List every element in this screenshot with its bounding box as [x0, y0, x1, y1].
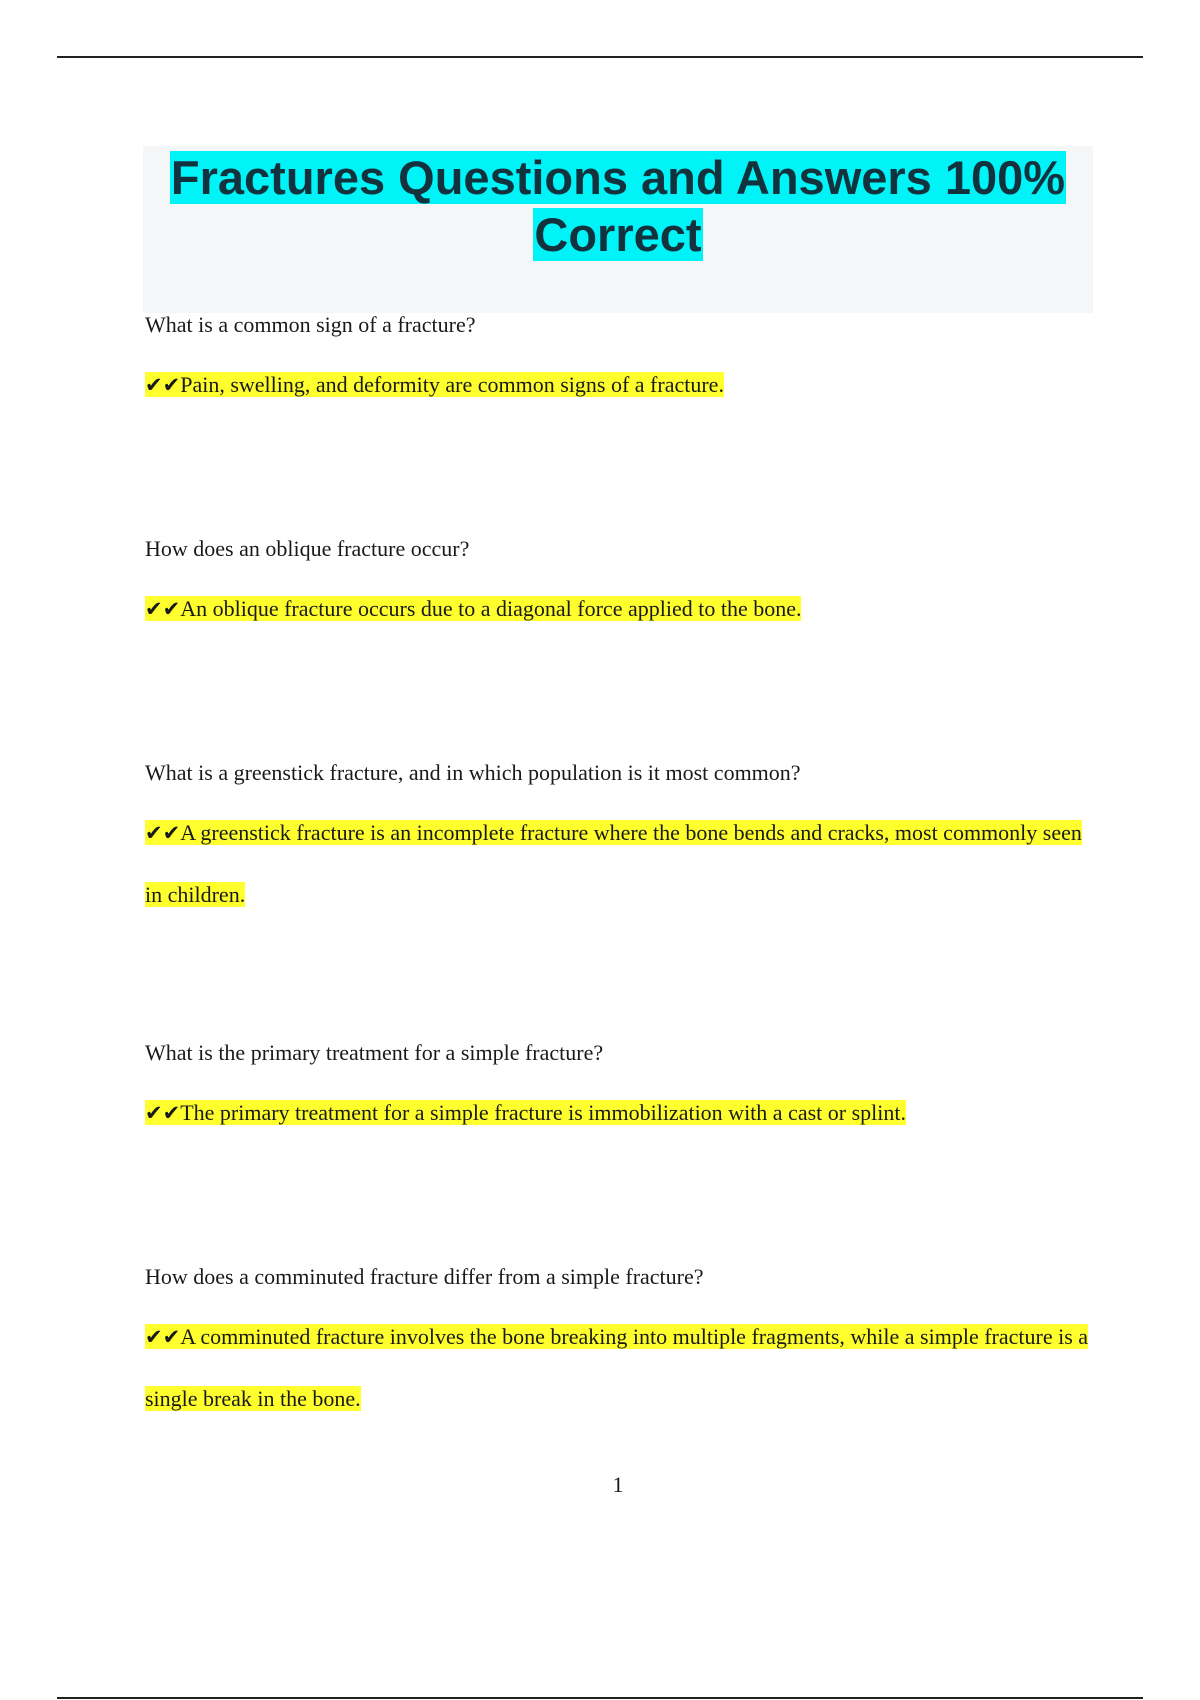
title-line-1: Fractures Questions and Answers 100% — [170, 151, 1066, 204]
answer-body: Pain, swelling, and deformity are common signs of a fracture. — [180, 372, 724, 397]
qa-item — [145, 535, 1095, 640]
answer-body: A greenstick fracture is an incomplete fracture where the bone bends and cracks, most commonly seen in children. — [145, 820, 1082, 907]
footer-rule — [57, 1697, 1143, 1699]
question-text: How does an oblique fracture occur? — [145, 536, 470, 561]
answer-text — [145, 1306, 1095, 1429]
qa-item — [145, 1039, 1095, 1144]
answer-text — [145, 802, 1095, 925]
title-line-2: Correct — [534, 208, 702, 261]
answer-text — [145, 354, 1095, 416]
qa-item — [145, 1263, 1095, 1429]
answer-body: A comminuted fracture involves the bone breaking into multiple fragments, while a simple fracture is a single break in the bone. — [145, 1324, 1089, 1411]
check-icon: ✔✔ — [145, 1325, 181, 1349]
question-text: What is a greenstick fracture, and in which population is it most common? — [145, 760, 801, 785]
check-icon: ✔✔ — [145, 1101, 181, 1125]
check-icon: ✔✔ — [145, 597, 181, 621]
question-text: How does a comminuted fracture differ from a simple fracture? — [145, 1264, 704, 1289]
header-rule — [57, 56, 1143, 58]
page-number: 1 — [612, 1472, 624, 1497]
answer-body: An oblique fracture occurs due to a diagonal force applied to the bone. — [180, 596, 802, 621]
answer-text — [145, 1082, 1095, 1144]
answer-text — [145, 578, 1095, 640]
check-icon: ✔✔ — [145, 373, 181, 397]
qa-item — [145, 311, 1095, 416]
answer-body: The primary treatment for a simple fracture is immobilization with a cast or splint. — [180, 1100, 906, 1125]
title-block — [143, 146, 1093, 313]
question-text: What is the primary treatment for a simple fracture? — [145, 1040, 604, 1065]
question-text: What is a common sign of a fracture? — [145, 312, 476, 337]
qa-item — [145, 759, 1095, 925]
document-title — [143, 146, 1093, 263]
check-icon: ✔✔ — [145, 821, 181, 845]
